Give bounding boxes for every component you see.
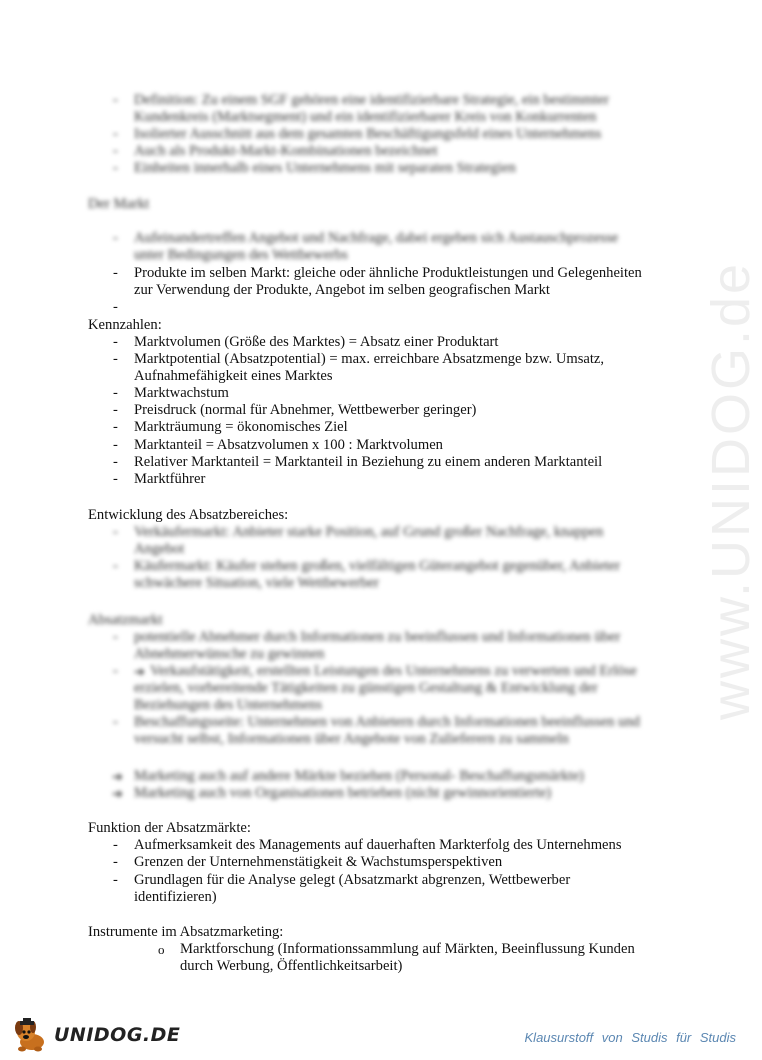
sgf-item: Definition: Zu einem SGF gehören eine identifizierbare Strategie, ein bestimmter xyxy=(134,92,609,108)
bullet-dash: - xyxy=(113,471,118,487)
bullet-dash: - xyxy=(113,454,118,470)
kennzahl-item: Marktpotential (Absatzpotential) = max. erreichbare Absatzmenge bzw. Umsatz, xyxy=(134,351,605,367)
markt-produkte-line1: Produkte im selben Markt: gleiche oder ähnliche Produktleistungen und Gelegenheiten xyxy=(134,265,642,281)
logo-text: UNIDOG.DE xyxy=(54,1024,181,1046)
bullet-dash-empty: - xyxy=(113,299,118,315)
instrumente-heading: Instrumente im Absatzmarketing: xyxy=(88,924,284,940)
funktion-item: Aufmerksamkeit des Managements auf dauerhaften Markterfolg des Unternehmens xyxy=(134,837,622,853)
bullet-dash: - xyxy=(113,837,118,853)
bullet-dash: - xyxy=(113,126,118,142)
arrow-icon: ➔ xyxy=(112,786,123,801)
funktion-item: identifizieren) xyxy=(134,889,217,905)
kennzahl-item: Marktvolumen (Größe des Marktes) = Absatz einer Produktart xyxy=(134,334,499,350)
sgf-item: Isolierter Ausschnitt aus dem gesamten Beschäftigungsfeld eines Unternehmens xyxy=(134,126,602,142)
absatzmarkt-item: Abnehmerwünsche zu gewinnen xyxy=(134,646,325,662)
bullet-dash: - xyxy=(113,402,118,418)
funktion-item: Grundlagen für die Analyse gelegt (Absatzmarkt abgrenzen, Wettbewerber xyxy=(134,872,571,888)
bullet-circle: o xyxy=(158,942,165,957)
bullet-dash: - xyxy=(113,663,118,679)
entwicklung-item: Verkäufermarkt: Anbieter starke Position, auf Grund großer Nachfrage, knappen xyxy=(134,524,604,540)
bullet-dash: - xyxy=(113,334,118,350)
sgf-item: Auch als Produkt-Markt-Kombinationen bezeichnet xyxy=(134,143,438,159)
unidog-logo[interactable] xyxy=(12,1018,180,1052)
kennzahl-item: Preisdruck (normal für Abnehmer, Wettbewerber geringer) xyxy=(134,402,477,418)
markt-produkte-line2: zur Verwendung der Produkte, Angebot im selben geografischen Markt xyxy=(134,282,550,298)
footer-slogan: Klausurstoff von Studis für Studis xyxy=(524,1030,736,1045)
bullet-dash: - xyxy=(113,437,118,453)
absatzmarkt-item: erzielen, vorbereitende Tätigkeiten zu günstigen Gestaltung & Entwicklung der xyxy=(134,680,598,696)
absatzmarkt-heading: Absatzmarkt xyxy=(88,612,163,628)
bullet-dash: - xyxy=(113,230,118,246)
bullet-dash: - xyxy=(113,351,118,367)
absatzmarkt-item: Verkaufstätigkeit, erstellten Leistungen des Unternehmens zu verwerten und Erlöse xyxy=(150,663,637,679)
kennzahl-item: Marktanteil = Absatzvolumen x 100 : Marktvolumen xyxy=(134,437,443,453)
markt-item: unter Bedingungen des Wettbewerbs xyxy=(134,247,348,263)
sgf-item: Einheiten innerhalb eines Unternehmens mit separaten Strategien xyxy=(134,160,516,176)
watermark: www.UNIDOG.de xyxy=(701,260,761,720)
markt-heading: Der Markt xyxy=(88,196,150,212)
dog-logo-icon xyxy=(12,1018,52,1052)
bullet-dash: - xyxy=(113,265,118,281)
kennzahl-item: Aufnahmefähigkeit eines Marktes xyxy=(134,368,333,384)
bullet-dash: - xyxy=(113,160,118,176)
absatzmarkt-item: Beschaffungsseite: Unternehmen von Anbietern durch Informationen beeinflussen und xyxy=(134,714,640,730)
bullet-dash: - xyxy=(113,854,118,870)
absatzmarkt-item: potentielle Abnehmer durch Informationen zu beeinflussen und Informationen über xyxy=(134,629,621,645)
kennzahl-item: Marktwachstum xyxy=(134,385,229,401)
bullet-dash: - xyxy=(113,524,118,540)
kennzahl-item: Markträumung = ökonomisches Ziel xyxy=(134,419,348,435)
kennzahl-item: Relativer Marktanteil = Marktanteil in Beziehung zu einem anderen Marktanteil xyxy=(134,454,603,470)
absatzmarkt-item: Beziehungen des Unternehmens xyxy=(134,697,323,713)
absatzmarkt-item: versucht selbst, Informationen über Angebote von Zulieferern zu sammeln xyxy=(134,731,569,747)
bullet-dash: - xyxy=(113,714,118,730)
entwicklung-item: schwächere Situation, viele Wettbewerber xyxy=(134,575,379,591)
absatzmarkt-item: Marketing auch von Organisationen betrieben (nicht gewinnorientierte) xyxy=(134,785,552,801)
funktion-heading: Funktion der Absatzmärkte: xyxy=(88,820,251,836)
bullet-dash: - xyxy=(113,385,118,401)
funktion-item: Grenzen der Unternehmenstätigkeit & Wachstumsperspektiven xyxy=(134,854,503,870)
kennzahlen-heading: Kennzahlen: xyxy=(88,317,162,333)
entwicklung-item: Angebot xyxy=(134,541,185,557)
arrow-icon: ➔ xyxy=(134,664,145,679)
arrow-icon: ➔ xyxy=(112,769,123,784)
instrumente-item: Marktforschung (Informationssammlung auf Märkten, Beeinflussung Kunden xyxy=(180,941,635,957)
bullet-dash: - xyxy=(113,558,118,574)
entwicklung-heading: Entwicklung des Absatzbereiches: xyxy=(88,507,289,523)
absatzmarkt-item: Marketing auch auf andere Märkte beziehen (Personal- Beschaffungsmärkte) xyxy=(134,768,584,784)
bullet-dash: - xyxy=(113,92,118,108)
entwicklung-item: Käufermarkt: Käufer stehen großen, vielfältigen Güterangebot gegenüber, Anbieter xyxy=(134,558,621,574)
bullet-dash: - xyxy=(113,419,118,435)
bullet-dash: - xyxy=(113,629,118,645)
sgf-item: Kundenkreis (Marktsegment) und ein identifizierbarer Kreis von Konkurrenten xyxy=(134,109,597,125)
markt-item: Aufeinandertreffen Angebot und Nachfrage, dabei ergeben sich Austauschprozesse xyxy=(134,230,619,246)
instrumente-item: durch Werbung, Öffentlichkeitsarbeit) xyxy=(180,958,403,974)
bullet-dash: - xyxy=(113,872,118,888)
bullet-dash: - xyxy=(113,143,118,159)
kennzahl-item: Marktführer xyxy=(134,471,206,487)
